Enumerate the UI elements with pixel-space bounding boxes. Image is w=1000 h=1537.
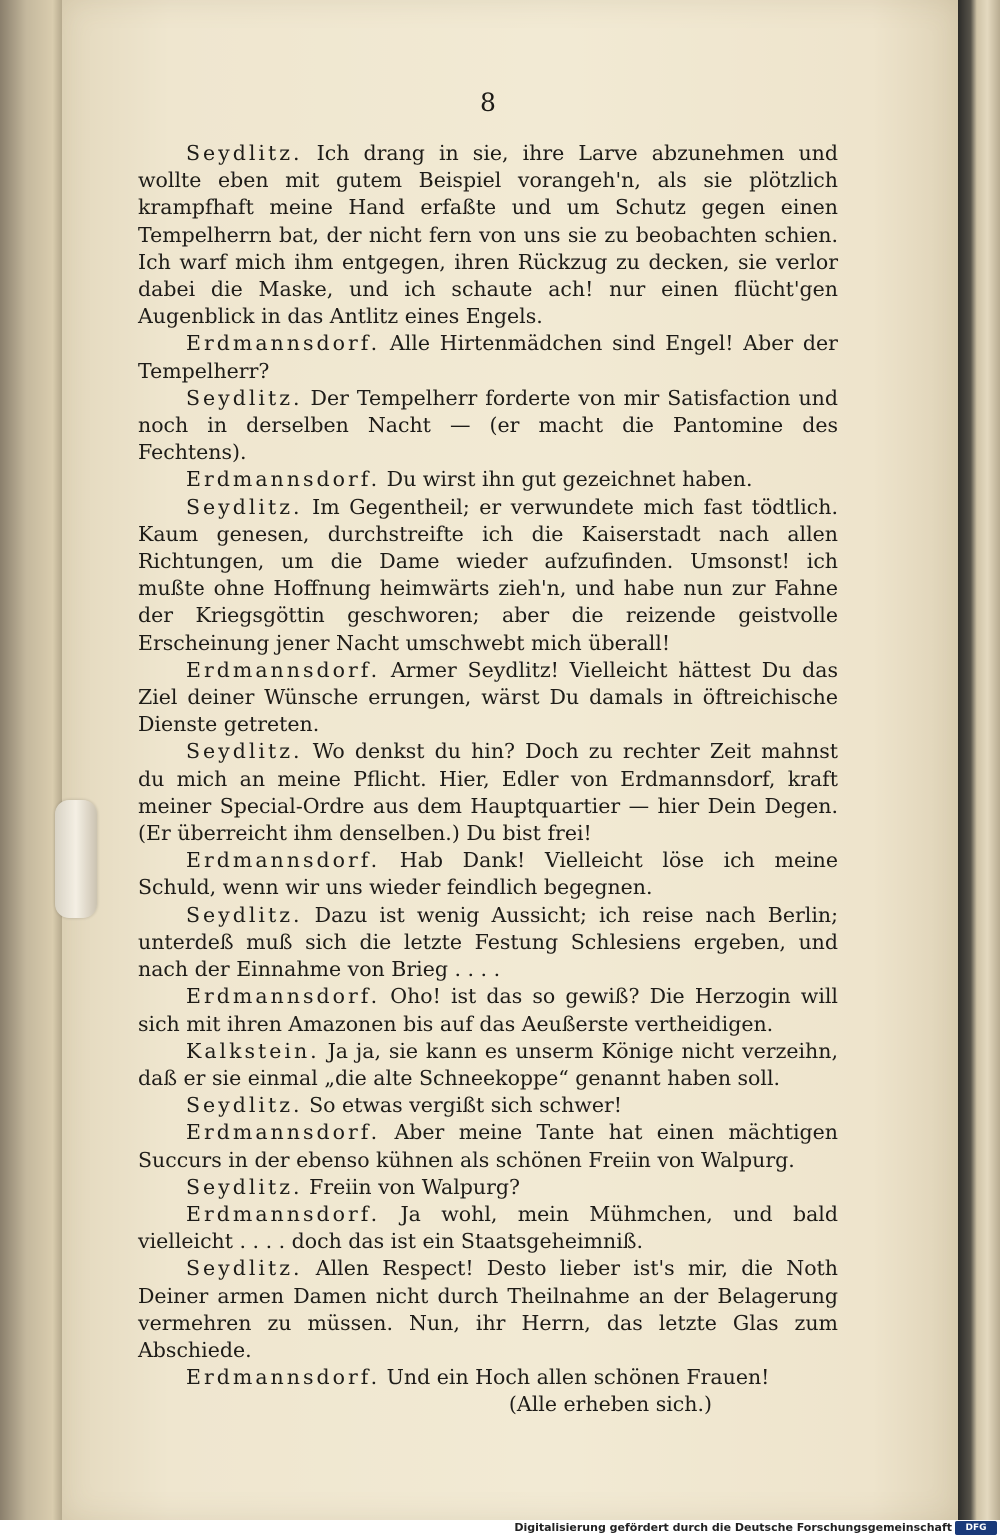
speaker-name: Seydlitz. — [186, 1256, 303, 1281]
paragraph — [138, 983, 838, 1037]
dialogue-text: Wo denkst du hin? Doch zu rechter Zeit mahnst du mich an meine Pflicht. Hier, Edler von Erdmannsdorf, kraft meiner Special-Ordre aus dem Hauptquartier — hier Dein Degen. (Er überreicht ihm denselben.) Du bist frei! — [138, 739, 838, 846]
paragraph — [138, 847, 838, 901]
paragraph — [138, 1038, 838, 1092]
speaker-name: Erdmannsdorf. — [186, 984, 381, 1009]
page-text — [138, 140, 838, 1419]
paragraph — [138, 1119, 838, 1173]
speaker-name: Seydlitz. — [186, 385, 303, 410]
book-edge-right — [958, 0, 1000, 1537]
paragraph — [138, 330, 838, 384]
speaker-name: Erdmannsdorf. — [186, 331, 381, 356]
speaker-name: Seydlitz. — [186, 1093, 303, 1118]
paragraph — [138, 657, 838, 739]
speaker-name: Erdmannsdorf. — [186, 1365, 381, 1390]
dialogue-text: Der Tempelherr forderte von mir Satisfaction und noch in derselben Nacht — (er macht die Pantomine des Fechtens). — [138, 385, 838, 465]
paragraph — [138, 902, 838, 984]
speaker-name: Seydlitz. — [186, 494, 303, 519]
paragraph — [138, 140, 838, 330]
dialogue-text: Du wirst ihn gut gezeichnet haben. — [386, 467, 753, 492]
speaker-name: Seydlitz. — [186, 141, 303, 165]
paragraph — [138, 466, 838, 493]
book-edge-left — [0, 0, 66, 1537]
speaker-name: Erdmannsdorf. — [186, 467, 381, 492]
paragraph — [138, 1364, 838, 1391]
paragraph — [138, 1092, 838, 1119]
dialogue-text: Aber meine Tante hat einen mächtigen Succurs in der ebenso kühnen als schönen Freiin von Walpurg. — [138, 1120, 838, 1172]
paragraph — [138, 494, 838, 657]
paragraph — [138, 738, 838, 847]
dialogue-text: Oho! ist das so gewiß? Die Herzogin will sich mit ihren Amazonen bis auf das Aeußerste vertheidigen. — [138, 984, 838, 1036]
speaker-name: Erdmannsdorf. — [186, 1120, 381, 1145]
footer-credit: Digitalisierung gefördert durch die Deutsche Forschungsgemeinschaft — [514, 1521, 952, 1534]
dfg-logo: DFG — [955, 1521, 997, 1535]
dialogue-text: Ich drang in sie, ihre Larve abzunehmen und wollte eben mit gutem Beispiel vorangeh'n, als sie plötzlich krampfhaft meine Hand erfaßte und um Schutz gegen einen Tempelherrn bat, der nicht fern von uns sie zu beobachten schien. Ich warf mich ihm entgegen, ihren Rückzug zu decken, sie verlor dabei die Maske, und ich schaute ach! nur einen flücht'gen Augenblick in das Antlitz eines Engels. — [138, 141, 838, 329]
dialogue-text: Ja ja, sie kann es unserm Könige nicht verzeihn, daß er sie einmal „die alte Schneekoppe“ genannt haben soll. — [138, 1038, 838, 1090]
dialogue-text: Armer Seydlitz! Vielleicht hättest Du das Ziel deiner Wünsche errungen, wärst Du damals in öftreichische Dienste getreten. — [138, 657, 838, 737]
page-clip — [55, 800, 97, 918]
speaker-name: Erdmannsdorf. — [186, 657, 381, 682]
speaker-name: Erdmannsdorf. — [186, 848, 381, 873]
dialogue-text: Allen Respect! Desto lieber ist's mir, die Noth Deiner armen Damen nicht durch Theilnahme an der Belagerung vermehren zu müssen. Nun, ihr Herrn, das letzte Glas zum Abschiede. — [138, 1256, 838, 1362]
dialogue-text: Hab Dank! Vielleicht löse ich meine Schuld, wenn wir uns wieder feindlich begegnen. — [138, 848, 838, 900]
speaker-name: Seydlitz. — [186, 739, 303, 764]
paragraph — [138, 1201, 838, 1255]
dialogue-text: Alle Hirtenmädchen sind Engel! Aber der Tempelherr? — [138, 331, 838, 383]
dialogue-text: Freiin von Walpurg? — [309, 1174, 521, 1199]
speaker-name: Kalkstein. — [186, 1038, 320, 1063]
dialogue-text: So etwas vergißt sich schwer! — [309, 1093, 623, 1118]
speaker-name: Seydlitz. — [186, 1174, 303, 1199]
dialogue-text: Dazu ist wenig Aussicht; ich reise nach Berlin; unterdeß muß sich die letzte Festung Schlesiens ergeben, und nach der Einnahme von Brieg . . . . — [138, 902, 838, 982]
stage-direction: (Alle erheben sich.) — [508, 1392, 712, 1417]
speaker-name: Seydlitz. — [186, 902, 303, 927]
paragraph — [138, 1174, 838, 1201]
page-number: 8 — [480, 88, 496, 117]
speaker-name: Erdmannsdorf. — [186, 1201, 381, 1226]
dialogue-text: Und ein Hoch allen schönen Frauen! — [386, 1365, 770, 1390]
dialogue-text: Ja wohl, mein Mühmchen, und bald vielleicht . . . . doch das ist ein Staatsgeheimniß. — [138, 1201, 838, 1254]
paragraph — [138, 1255, 838, 1364]
paragraph — [138, 385, 838, 467]
dialogue-text: Im Gegentheil; er verwundete mich fast tödtlich. Kaum genesen, durchstreifte ich die Kaiserstadt nach allen Richtungen, um die Dame wieder aufzufinden. Umsonst! ich mußte ohne Hoffnung heimwärts zieh'n, und habe nun zur Fahne der Kriegsgöttin geschworen; aber die reizende geistvolle Erscheinung jener Nacht umschwebt mich überall! — [138, 494, 838, 655]
